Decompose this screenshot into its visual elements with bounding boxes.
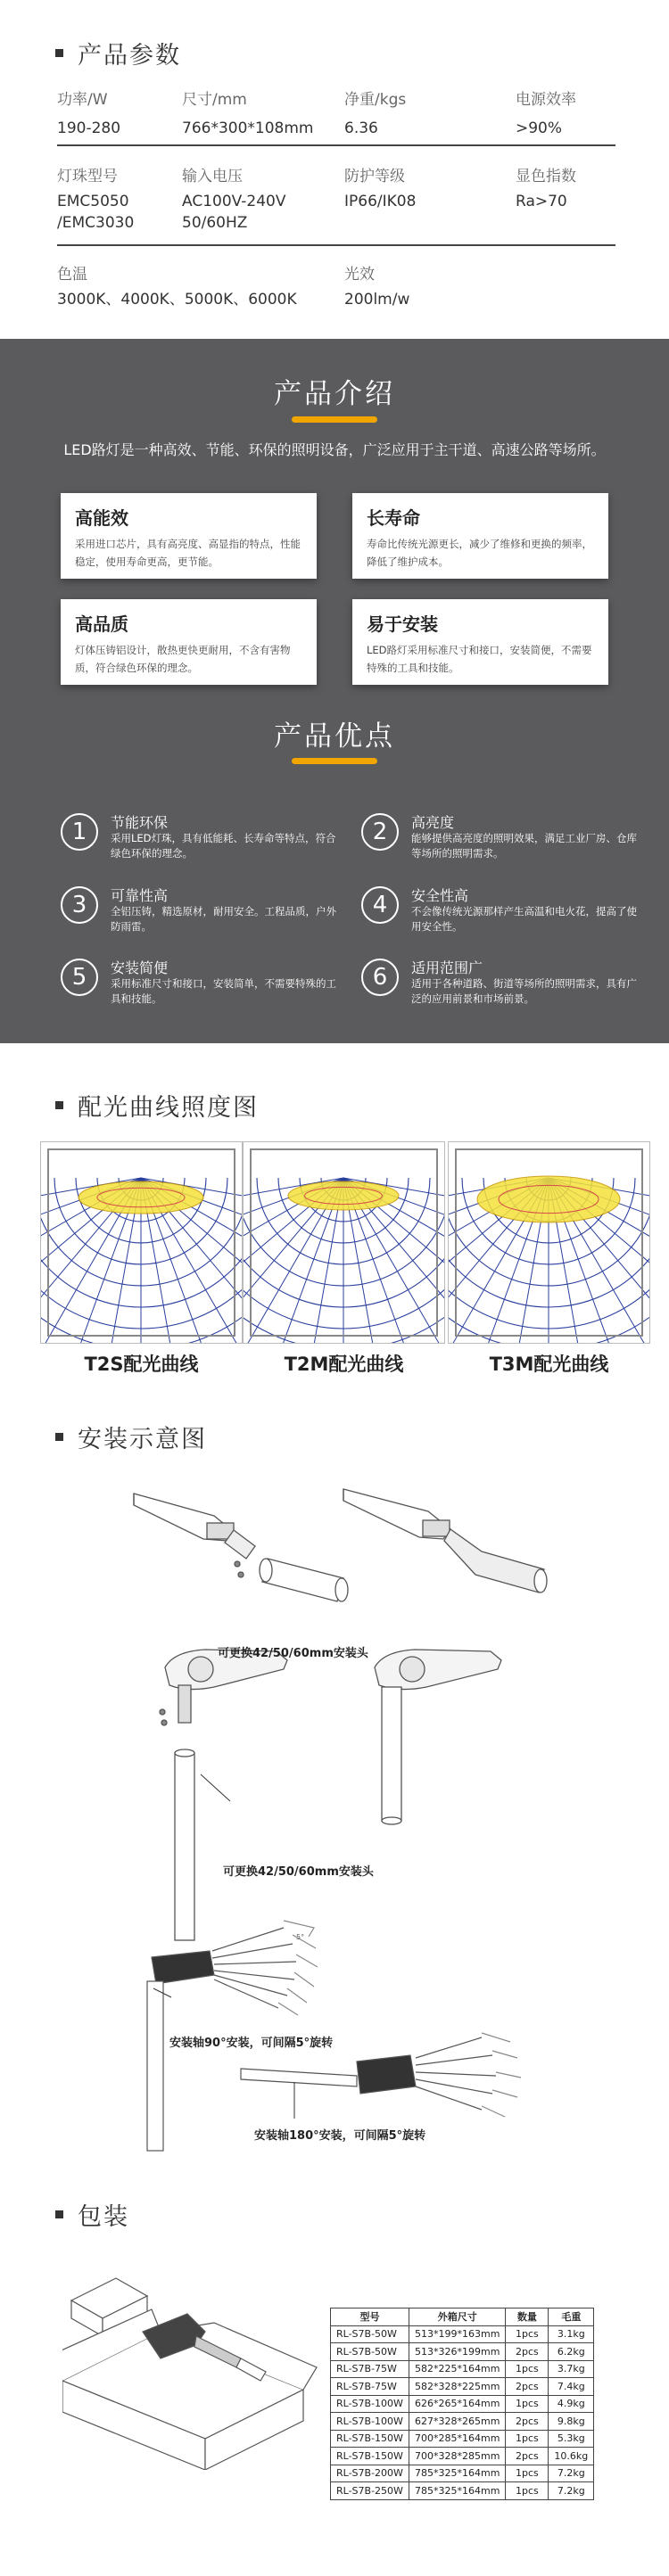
curve-svg: [449, 1142, 649, 1343]
svg-text:5°: 5°: [296, 1933, 305, 1941]
intro-card-install: [352, 599, 608, 685]
advantages-title: 产品优点: [274, 720, 395, 753]
advantages-title-underline: [292, 758, 377, 764]
number-circle-icon: 5: [61, 959, 98, 996]
card-title: 易于安装: [367, 613, 438, 635]
param-protection: 防护等级 IP66/IK08: [344, 168, 417, 210]
intro-card-efficiency: [61, 493, 317, 579]
params-title: 产品参数: [78, 42, 181, 70]
install-caption-4: 安装轴180°安装，可间隔5°旋转: [254, 2129, 426, 2143]
install-caption-2: 可更换42/50/60mm安装头: [223, 1865, 374, 1879]
package-title: 包装: [78, 2203, 129, 2231]
param-voltage: 输入电压 AC100V-240V 50/60HZ: [182, 168, 286, 232]
install-step-2-right: [375, 1650, 501, 1824]
advantage-title: 适用范围广: [411, 959, 483, 976]
param-cri: 显色指数 Ra>70: [516, 168, 576, 210]
param-efficacy: 光效 200lm/w: [344, 266, 410, 309]
curve-diagram-t2s: [40, 1141, 243, 1344]
curves-title: 配光曲线照度图: [78, 1094, 259, 1122]
advantage-desc: 适用于各种道路、街道等场所的照明需求，具有广泛的应用前景和市场前景。: [411, 977, 637, 1005]
table-row: RL-S7B-75W 582*328*225mm 2pcs 7.4kg: [331, 2378, 594, 2396]
install-step-1-left: [134, 1494, 348, 1601]
intro-description: LED路灯是一种高效、节能、环保的照明设备，广泛应用于主干道、高速公路等场所。: [63, 441, 606, 458]
package-table: [330, 2308, 594, 2500]
table-row: RL-S7B-50W 513*326*199mm 2pcs 6.2kg: [331, 2343, 594, 2361]
heading-square-icon: [55, 2210, 63, 2218]
card-desc: 采用进口芯片，具有高亮度、高显指的特点，性能稳定，使用寿命更高，更节能。: [75, 538, 301, 568]
curves-heading: [55, 1088, 259, 1123]
table-row: RL-S7B-75W 582*225*164mm 1pcs 3.7kg: [331, 2360, 594, 2378]
curve-diagram-t2m: [243, 1141, 445, 1344]
advantage-item: [361, 811, 637, 865]
params-row-1: [57, 89, 615, 146]
install-leader-line: [201, 1774, 230, 1801]
curve-diagram-t3m: [448, 1141, 650, 1344]
card-desc: 灯体压铸铝设计，散热更快更耐用，不含有害物质，符合绿色环保的理念。: [75, 644, 291, 674]
col-weight: 毛重: [549, 2309, 594, 2326]
advantage-item: [361, 885, 637, 938]
param-efficiency: 电源效率 >90%: [516, 91, 576, 137]
heading-square-icon: [55, 49, 63, 57]
advantage-desc: 能够提供高亮度的照明效果，满足工业厂房、仓库等场所的照明需求。: [411, 832, 637, 860]
params-row-2: [57, 146, 615, 246]
curve-svg: [41, 1142, 242, 1343]
intro-card-lifespan: [352, 493, 608, 579]
table-row: RL-S7B-100W 627*328*265mm 2pcs 9.8kg: [331, 2413, 594, 2431]
table-row: RL-S7B-50W 513*199*163mm 1pcs 3.1kg: [331, 2325, 594, 2343]
card-title: 高品质: [75, 613, 128, 635]
card-desc: LED路灯采用标准尺寸和接口，安装简便，不需要特殊的工具和技能。: [367, 644, 592, 674]
table-row: RL-S7B-150W 700*285*164mm 1pcs 5.3kg: [331, 2430, 594, 2448]
curve-label-t2m: T2M配光曲线: [284, 1354, 404, 1375]
advantage-desc: 全铝压铸，精选原材，耐用安全。工程品质，户外防雨雷。: [111, 905, 336, 933]
advantage-title: 可靠性高: [111, 887, 169, 904]
install-heading: [55, 1420, 207, 1454]
card-desc: 寿命比传统光源更长，减少了维修和更换的频率，降低了维护成本。: [367, 538, 592, 568]
advantage-title: 安全性高: [411, 887, 469, 904]
intro-band: [0, 339, 669, 1043]
package-table-header: [331, 2309, 594, 2326]
param-led-model: 灯珠型号 EMC5050 /EMC3030: [57, 168, 135, 232]
advantage-desc: 采用LED灯珠，具有低能耗、长寿命等特点，符合绿色环保的理念。: [111, 832, 336, 860]
param-size: 尺寸/mm 766*300*108mm: [182, 91, 314, 137]
intro-title: 产品介绍: [274, 378, 395, 410]
table-row: RL-S7B-100W 626*265*164mm 1pcs 4.9kg: [331, 2395, 594, 2413]
heading-square-icon: [55, 1101, 63, 1109]
install-step-1-right: [343, 1489, 547, 1593]
col-model: 型号: [331, 2309, 409, 2326]
card-title: 高能效: [75, 507, 128, 529]
install-illustration: [0, 1462, 669, 2158]
advantage-item: [61, 957, 336, 1010]
package-heading: [55, 2197, 129, 2232]
advantage-item: [61, 811, 336, 865]
number-circle-icon: 3: [61, 886, 98, 924]
install-caption-3: 安装轴90°安装，可间隔5°旋转: [169, 2037, 334, 2050]
advantage-desc: 不会像传统光源那样产生高温和电火花，提高了使用安全性。: [411, 905, 637, 933]
number-circle-icon: 2: [361, 813, 399, 851]
param-cct: 色温 3000K、4000K、5000K、6000K: [57, 266, 297, 309]
curve-svg: [244, 1142, 444, 1343]
advantage-item: [361, 957, 637, 1010]
number-circle-icon: 1: [61, 813, 98, 851]
col-box-size: 外箱尺寸: [409, 2309, 506, 2326]
advantage-desc: 采用标准尺寸和接口，安装简单，不需要特殊的工具和技能。: [111, 977, 336, 1005]
heading-square-icon: [55, 1433, 63, 1441]
card-title: 长寿命: [367, 507, 420, 529]
table-row: RL-S7B-250W 785*325*164mm 1pcs 7.2kg: [331, 2482, 594, 2500]
advantage-title: 安装简便: [111, 959, 169, 976]
curve-label-t3m: T3M配光曲线: [489, 1354, 609, 1375]
number-circle-icon: 4: [361, 886, 399, 924]
param-weight: 净重/kgs 6.36: [344, 91, 407, 137]
number-circle-icon: 6: [361, 959, 399, 996]
params-heading: [55, 36, 181, 70]
install-caption-1: 可更换42/50/60mm安装头: [218, 1647, 368, 1660]
package-box-illustration: [62, 2247, 321, 2470]
param-power: 功率/W 190-280: [57, 91, 121, 137]
table-row: RL-S7B-150W 700*328*285mm 2pcs 10.6kg: [331, 2448, 594, 2465]
intro-card-quality: [61, 599, 317, 685]
install-title: 安装示意图: [78, 1426, 207, 1453]
advantage-item: [61, 885, 336, 938]
advantage-title: 节能环保: [111, 814, 169, 831]
intro-title-underline: [292, 416, 377, 423]
curve-label-t2s: T2S配光曲线: [84, 1354, 199, 1375]
params-table: [57, 89, 615, 317]
col-qty: 数量: [506, 2309, 549, 2326]
advantage-title: 高亮度: [411, 814, 455, 831]
params-row-3: [57, 246, 615, 317]
table-row: RL-S7B-200W 785*325*164mm 1pcs 7.2kg: [331, 2465, 594, 2482]
